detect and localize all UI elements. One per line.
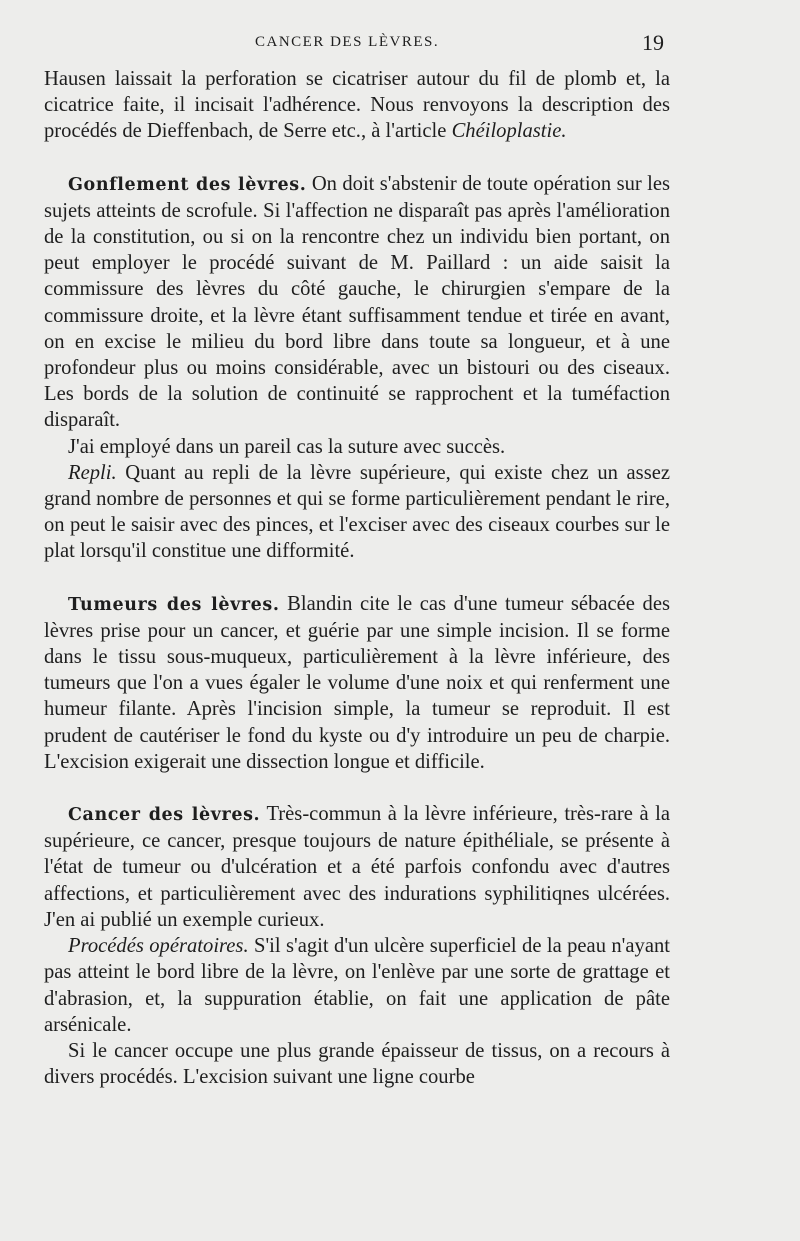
page-number: 19 <box>642 30 664 55</box>
procedes-paragraph <box>44 933 670 1038</box>
excision-paragraph: Si le cancer occupe une plus grande épaisseur de tissus, on a recours à divers procédés. L'excision suivant une ligne courbe <box>44 1039 670 1089</box>
cancer-paragraph <box>44 801 670 933</box>
page-header <box>0 32 800 58</box>
repli-text: Quant au repli de la lèvre supérieure, qui existe chez un assez grand nombre de personnes et qui se forme particulièrement pendant le rire, on peut le saisir avec des pinces, et l'exciser avec des ciseaux courbes sur le plat lorsqu'il constitue une difformité. <box>44 461 670 563</box>
gonflement-text: On doit s'abstenir de toute opération sur les sujets atteints de scrofule. Si l'affection ne disparaît pas après l'amélioration de la constitution, ou si on la rencontre chez un individu bien portant, on peut employer le procédé suivant de M. Paillard : un aide saisit la commissure des lèvres du côté gauche, le chirurgien s'empare de la commissure droite, et la lèvre étant suffisamment tendue et tirée en avant, on en excise le milieu du bord libre dans toute sa longueur, et à une profondeur plus ou moins considérable, avec un bistouri ou des ciseaux. Les bords de la solution de continuité se rapprochent et la tuméfaction disparaît. <box>44 172 670 432</box>
gonflement-paragraph <box>44 171 670 434</box>
repli-label: Repli. <box>68 461 117 484</box>
cheiloplastie-reference: Chéiloplastie. <box>451 120 567 143</box>
section-title-cancer: Cancer des lèvres. <box>68 805 261 826</box>
tumeurs-text: Blandin cite le cas d'une tumeur sébacée des lèvres prise pour un cancer, et guérie par une simple incision. Il se forme dans le tissu sous-muqueux, particulièrement à la lèvre inférieure, des tumeurs que l'on a vues égaler le volume d'une noix et qui renferment une humeur filante. Après l'incision simple, la tumeur se reproduit. Il est prudent de cautériser le fond du kyste ou d'y introduire un peu de charpie. L'excision exigerait une dissection longue et difficile. <box>44 592 670 773</box>
section-title-gonflement: Gonflement des lèvres. <box>68 174 307 195</box>
section-title-tumeurs: Tumeurs des lèvres. <box>68 594 280 615</box>
tumeurs-paragraph <box>44 591 670 775</box>
suture-paragraph: J'ai employé dans un pareil cas la suture avec succès. <box>68 435 506 458</box>
body-text <box>44 66 670 1090</box>
cancer-text: Très-commun à la lèvre inférieure, très-rare à la supérieure, ce cancer, presque toujours de nature épithéliale, se présente à l'état de tumeur ou d'ulcération et a été parfois confondu avec d'autres affections, et particulièrement avec des indurations syphilitiqnes ulcérées. J'en ai publié un exemple curieux. <box>44 803 671 931</box>
running-title: CANCER DES LÈVRES. <box>255 34 440 50</box>
procedes-text: S'il s'agit d'un ulcère superficiel de la peau n'ayant pas atteint le bord libre de la lèvre, on l'enlève par une sorte de grattage et d'abrasion, et, la suppuration établie, on fait une application de pâte arsénicale. <box>44 935 670 1036</box>
intro-paragraph <box>44 66 670 145</box>
procedes-label: Procédés opératoires. <box>68 935 249 958</box>
intro-text: Hausen laissait la perforation se cicatriser autour du fil de plomb et, la cicatrice faite, il incisait l'adhérence. Nous renvoyons la description des procédés de Dieffenbach, de Serre etc., à l'article <box>44 68 670 143</box>
repli-paragraph <box>44 460 670 565</box>
